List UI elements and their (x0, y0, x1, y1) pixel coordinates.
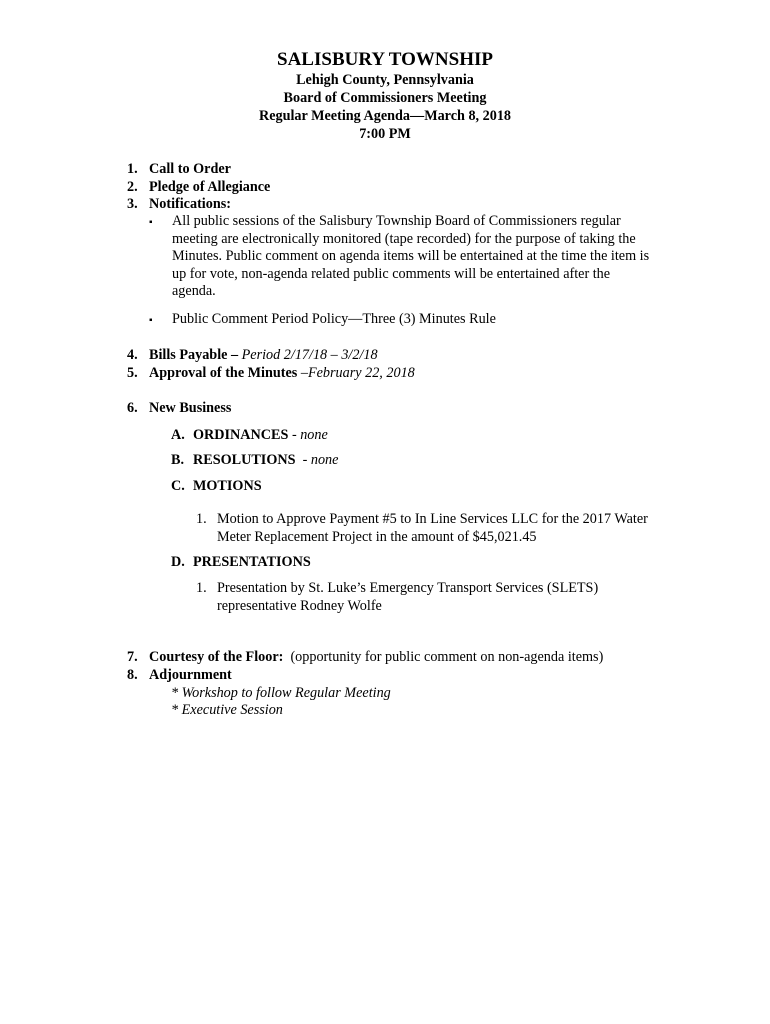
public-comment-policy: Public Comment Period Policy—Three (3) Minutes Rule (172, 311, 496, 327)
item-4-number: 4. (127, 347, 138, 363)
motion-1-number: 1. (196, 511, 207, 527)
item-7-line (149, 649, 603, 667)
item-5-number: 5. (127, 365, 138, 381)
notification-line: agenda. (172, 283, 216, 299)
meeting-time: 7:00 PM (359, 126, 411, 142)
bullet-icon: ▪ (149, 315, 153, 326)
presentation-1-text (217, 580, 688, 615)
item-6-label: New Business (149, 400, 232, 416)
item-3-label: Notifications: (149, 196, 231, 212)
notification-line: All public sessions of the Salisbury Township Board of Commissioners regular (172, 213, 621, 229)
presentation-line: representative Rodney Wolfe (217, 597, 382, 614)
bullet-icon: ▪ (149, 217, 153, 228)
sub-a-letter: A. (171, 427, 185, 443)
ordinances-note: - none (288, 427, 328, 443)
resolutions-note: - none (295, 452, 339, 468)
item-1-number: 1. (127, 161, 138, 177)
item-4-detail: Period 2/17/18 – 3/2/18 (238, 347, 378, 363)
resolutions-line (193, 452, 338, 470)
sub-c-letter: C. (171, 478, 185, 494)
motion-1-text (217, 511, 688, 546)
notification-line: up for vote, non-agenda related public comments will be entertained after the (172, 265, 611, 282)
item-5-label: Approval of the Minutes (149, 365, 298, 381)
item-2-number: 2. (127, 179, 138, 195)
notification-line: Minutes. Public comment on agenda items will be entertained at the time the item is (172, 248, 650, 264)
sub-d-letter: D. (171, 554, 185, 570)
workshop-note: * Workshop to follow Regular Meeting (171, 685, 391, 701)
item-1-label: Call to Order (149, 161, 231, 177)
presentations-label: PRESENTATIONS (193, 554, 311, 570)
ordinances-label: ORDINANCES (193, 427, 289, 443)
item-7-detail: (opportunity for public comment on non-agenda items) (283, 649, 604, 665)
item-7-number: 7. (127, 649, 138, 665)
motions-label: MOTIONS (193, 478, 262, 494)
item-3-number: 3. (127, 196, 138, 212)
county-line: Lehigh County, Pennsylvania (296, 72, 474, 88)
item-4-line (149, 347, 378, 365)
presentation-line: Presentation by St. Luke’s Emergency Transport Services (SLETS) (217, 580, 599, 596)
board-line: Board of Commissioners Meeting (283, 90, 487, 106)
item-8-label: Adjournment (149, 667, 232, 683)
item-4-label: Bills Payable – (149, 347, 239, 363)
item-2-label: Pledge of Allegiance (149, 179, 271, 195)
notification-paragraph (172, 213, 688, 301)
executive-session-note: * Executive Session (171, 702, 283, 718)
item-7-label: Courtesy of the Floor: (149, 649, 284, 665)
motion-line: Motion to Approve Payment #5 to In Line Services LLC for the 2017 Water (217, 511, 648, 527)
motion-line: Meter Replacement Project in the amount of $45,021.45 (217, 528, 537, 545)
resolutions-label: RESOLUTIONS (193, 452, 296, 468)
item-5-line (149, 365, 415, 383)
item-8-number: 8. (127, 667, 138, 683)
page-title: SALISBURY TOWNSHIP (277, 49, 493, 70)
notification-line: meeting are electronically monitored (tape recorded) for the purpose of taking the (172, 230, 636, 247)
item-5-detail: –February 22, 2018 (297, 365, 415, 381)
item-6-number: 6. (127, 400, 138, 416)
sub-b-letter: B. (171, 452, 185, 468)
presentation-1-number: 1. (196, 580, 207, 596)
agenda-date-line: Regular Meeting Agenda—March 8, 2018 (258, 108, 512, 124)
ordinances-line (193, 427, 328, 445)
